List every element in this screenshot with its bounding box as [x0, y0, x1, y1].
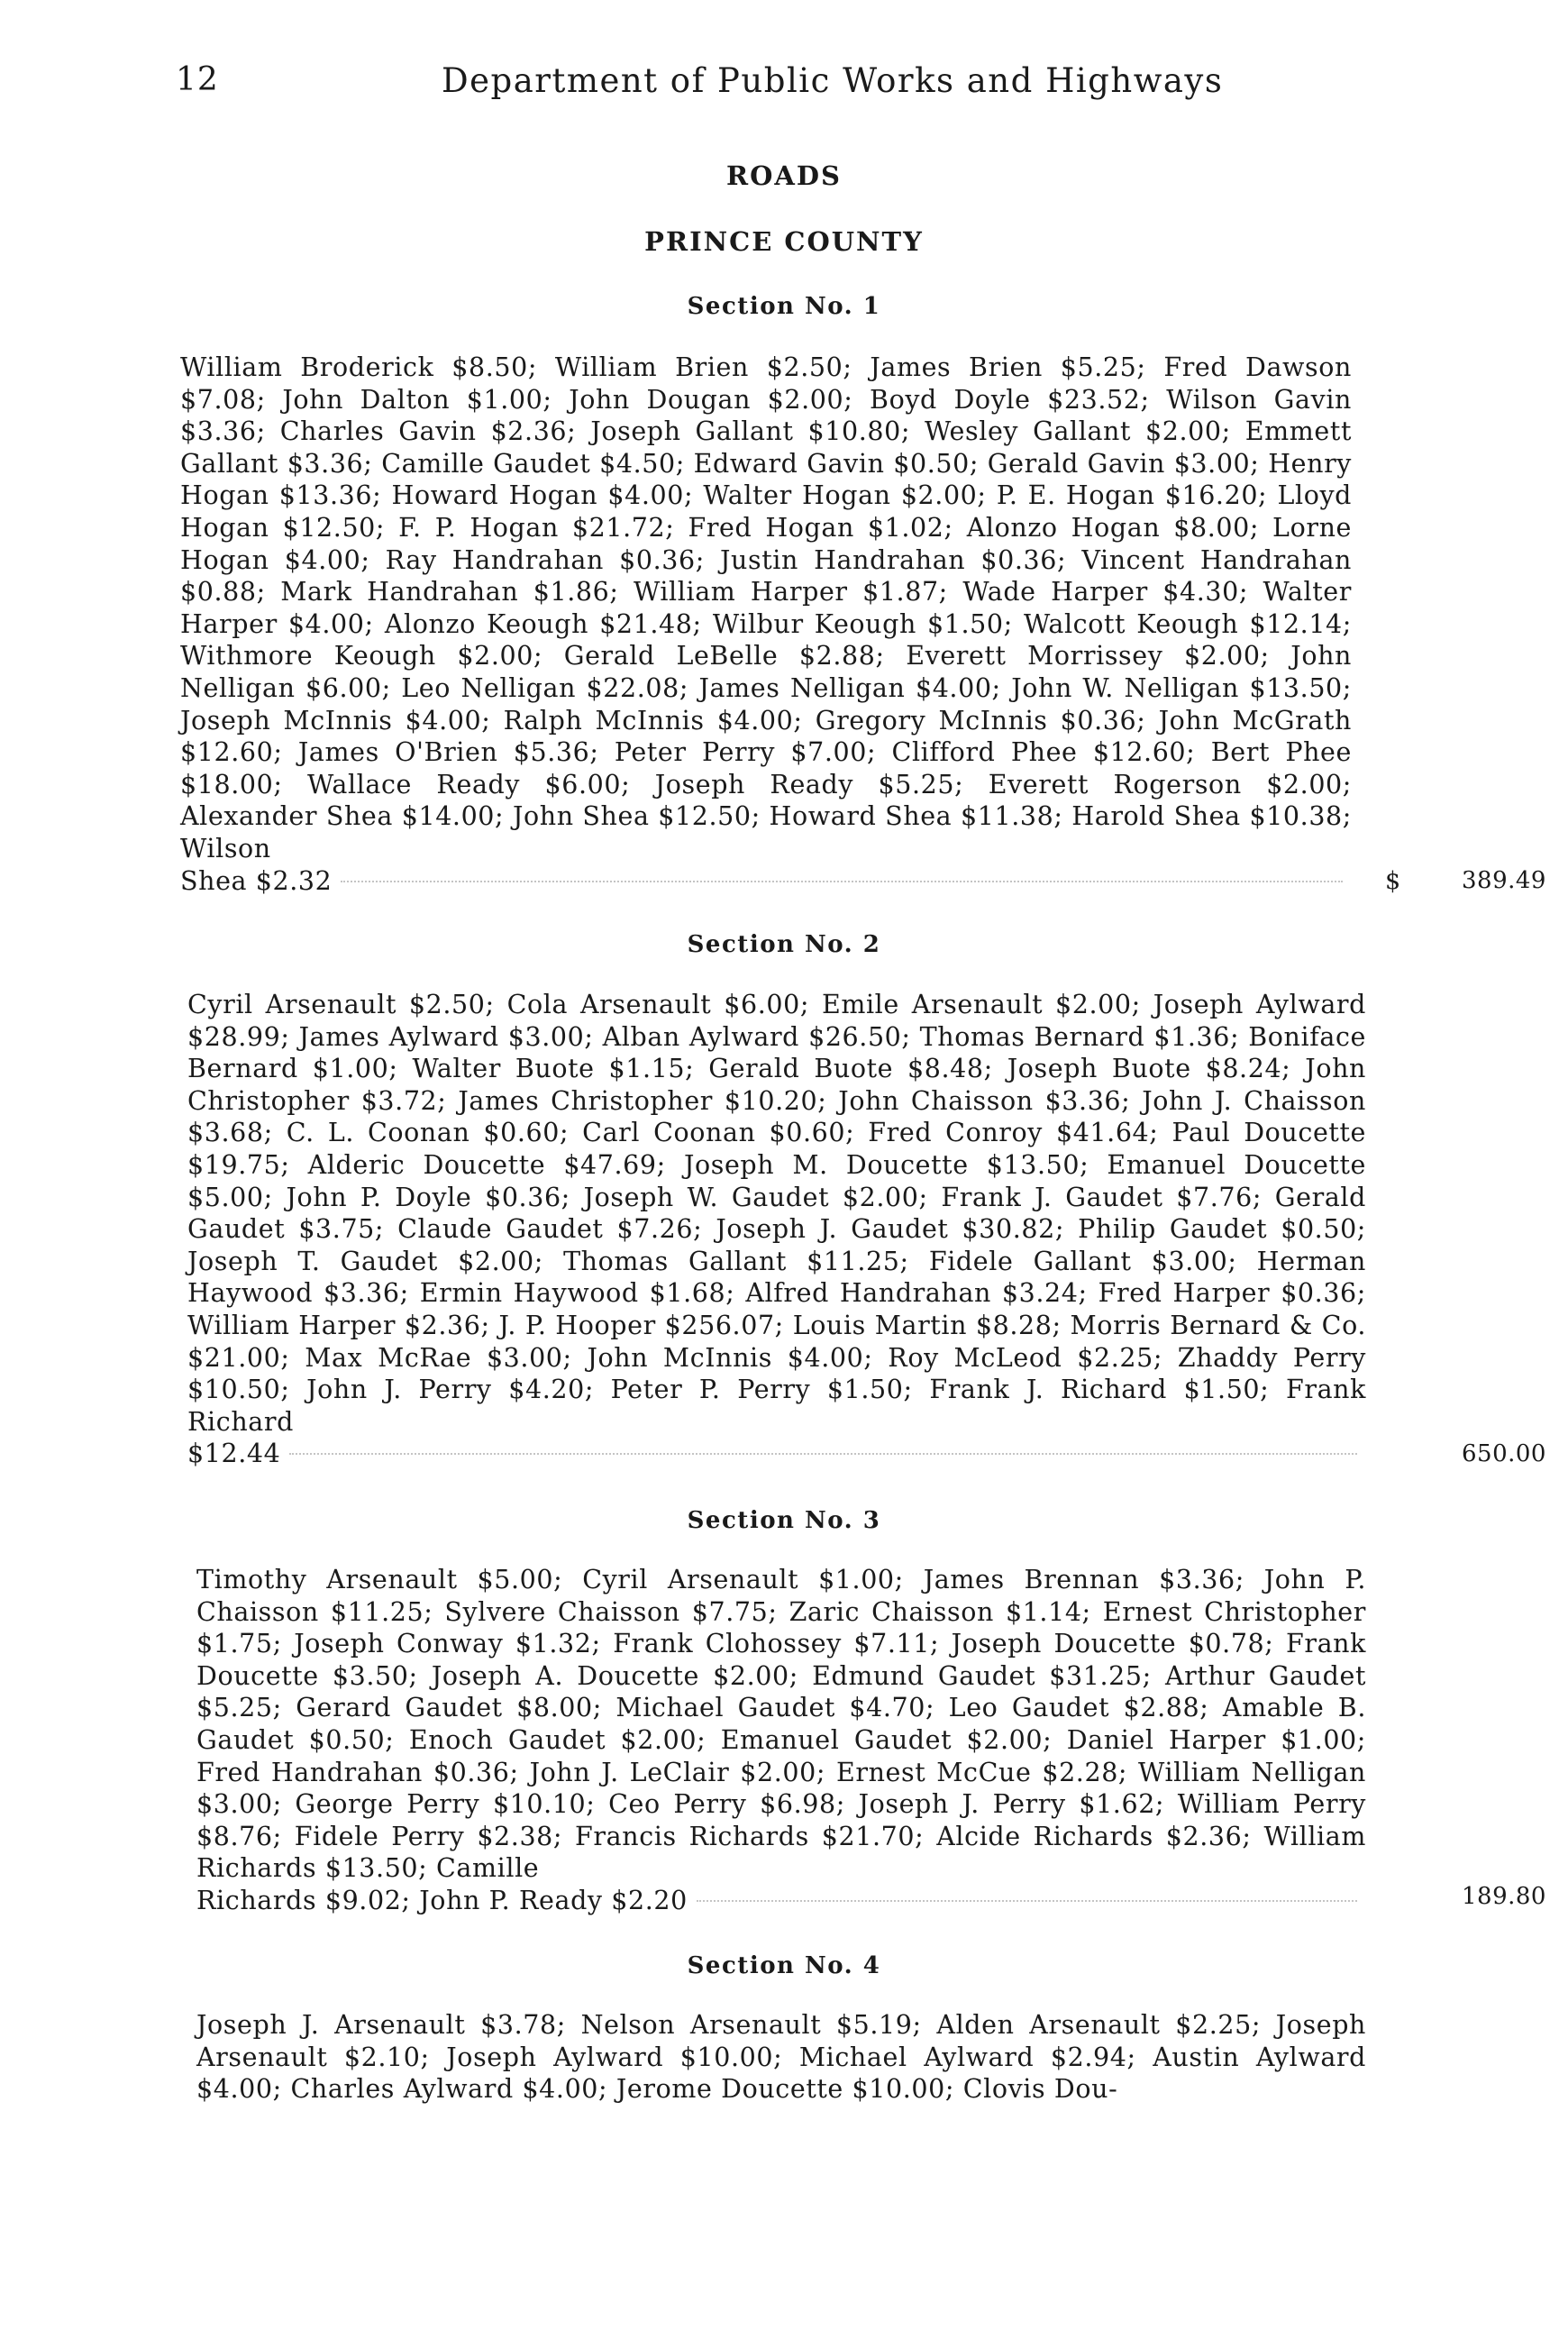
dot-leader [341, 881, 1343, 882]
section-4-body [196, 2009, 1366, 2106]
section-1-dollar-sign: $ [1385, 867, 1401, 895]
section-2-total: 650.00 [1462, 1440, 1546, 1467]
section-4-title: Section No. 4 [687, 1952, 881, 1979]
section-1-last-line [180, 865, 1352, 898]
section-2-last-line [187, 1438, 1366, 1470]
section-3-last-line [196, 1885, 1366, 1917]
page-number: 12 [176, 61, 219, 98]
dot-leader [289, 1453, 1357, 1455]
section-2-text: Cyril Arsenault $2.50; Cola Arsenault $6.00; Emile Arsenault $2.00; Joseph Aylward $28.99; James Aylward $3.00; Alban Aylward $26.50; Thomas Bernard $1.36; Boniface Bernard $1.00; Walter Buote $1.15; Gerald Buote $8.48; Joseph Buote $8.24; John Christopher $3.72; James Christopher $10.20; John Chaisson $3.36; John J. Chaisson $3.68; C. L. Coonan $0.60; Carl Coonan $0.60; Fred Conroy $41.64; Paul Doucette $19.75; Alderic Doucette $47.69; Joseph M. Doucette $13.50; Emanuel Doucette $5.00; John P. Doyle $0.36; Joseph W. Gaudet $2.00; Frank J. Gaudet $7.76; Gerald Gaudet $3.75; Claude Gaudet $7.26; Joseph J. Gaudet $30.82; Philip Gaudet $0.50; Joseph T. Gaudet $2.00; Thomas Gallant $11.25; Fidele Gallant $3.00; Herman Haywood $3.36; Ermin Haywood $1.68; Alfred Handrahan $3.24; Fred Harper $0.36; William Harper $2.36; J. P. Hooper $256.07; Louis Martin $8.28; Morris Bernard & Co. $21.00; Max McRae $3.00; John McInnis $4.00; Roy McLeod $2.25; Zhaddy Perry $10.50; John J. Perry $4.20; Peter P. Perry $1.50; Frank J. Richard $1.50; Frank Richard [187, 990, 1366, 1437]
section-1-last-entry: Shea $2.32 [180, 865, 333, 896]
section-1-total: 389.49 [1462, 867, 1546, 894]
dot-leader [697, 1900, 1357, 1902]
section-2-body [187, 989, 1366, 1470]
section-1-title: Section No. 1 [687, 293, 881, 320]
section-3-text: Timothy Arsenault $5.00; Cyril Arsenault $1.00; James Brennan $3.36; John P. Chaisson $11.25; Sylvere Chaisson $7.75; Zaric Chaisson $1.14; Ernest Christopher $1.75; Joseph Conway $1.32; Frank Clohossey $7.11; Joseph Doucette $0.78; Frank Doucette $3.50; Joseph A. Doucette $2.00; Edmund Gaudet $31.25; Arthur Gaudet $5.25; Gerard Gaudet $8.00; Michael Gaudet $4.70; Leo Gaudet $2.88; Amable B. Gaudet $0.50; Enoch Gaudet $2.00; Emanuel Gaudet $2.00; Daniel Harper $1.00; Fred Handrahan $0.36; John J. LeClair $2.00; Ernest McCue $2.28; William Nelligan $3.00; George Perry $10.10; Ceo Perry $6.98; Joseph J. Perry $1.62; William Perry $8.76; Fidele Perry $2.38; Francis Richards $21.70; Alcide Richards $2.36; William Richards $13.50; Camille [196, 1565, 1366, 1884]
section-1-body [180, 352, 1352, 897]
heading-county: PRINCE COUNTY [644, 226, 924, 257]
running-title: Department of Public Works and Highways [442, 61, 1224, 100]
section-1-text: William Broderick $8.50; William Brien $2.50; James Brien $5.25; Fred Dawson $7.08; John Dalton $1.00; John Dougan $2.00; Boyd Doyle $23.52; Wilson Gavin $3.36; Charles Gavin $2.36; Joseph Gallant $10.80; Wesley Gallant $2.00; Emmett Gallant $3.36; Camille Gaudet $4.50; Edward Gavin $0.50; Gerald Gavin $3.00; Henry Hogan $13.36; Howard Hogan $4.00; Walter Hogan $2.00; P. E. Hogan $16.20; Lloyd Hogan $12.50; F. P. Hogan $21.72; Fred Hogan $1.02; Alonzo Hogan $8.00; Lorne Hogan $4.00; Ray Handrahan $0.36; Justin Handrahan $0.36; Vincent Handrahan $0.88; Mark Handrahan $1.86; William Harper $1.87; Wade Harper $4.30; Walter Harper $4.00; Alonzo Keough $21.48; Wilbur Keough $1.50; Walcott Keough $12.14; Withmore Keough $2.00; Gerald LeBelle $2.88; Everett Morrissey $2.00; John Nelligan $6.00; Leo Nelligan $22.08; James Nelligan $4.00; John W. Nelligan $13.50; Joseph McInnis $4.00; Ralph McInnis $4.00; Gregory McInnis $0.36; John McGrath $12.60; James O'Brien $5.36; Peter Perry $7.00; Clifford Phee $12.60; Bert Phee $18.00; Wallace Ready $6.00; Joseph Ready $5.25; Everett Rogerson $2.00; Alexander Shea $14.00; John Shea $12.50; Howard Shea $11.38; Harold Shea $10.38; Wilson [180, 352, 1352, 863]
section-4-text: Joseph J. Arsenault $3.78; Nelson Arsenault $5.19; Alden Arsenault $2.25; Joseph Arsenault $2.10; Joseph Aylward $10.00; Michael Aylward $2.94; Austin Aylward $4.00; Charles Aylward $4.00; Jerome Doucette $10.00; Clovis Dou- [196, 2010, 1366, 2105]
section-3-title: Section No. 3 [687, 1507, 881, 1534]
section-3-total: 189.80 [1462, 1883, 1546, 1910]
heading-roads: ROADS [726, 160, 842, 191]
section-3-body [196, 1564, 1366, 1917]
running-head [176, 61, 1271, 106]
section-2-title: Section No. 2 [687, 931, 881, 958]
section-2-last-entry: $12.44 [187, 1439, 281, 1469]
section-3-last-entry: Richards $9.02; John P. Ready $2.20 [196, 1885, 688, 1915]
